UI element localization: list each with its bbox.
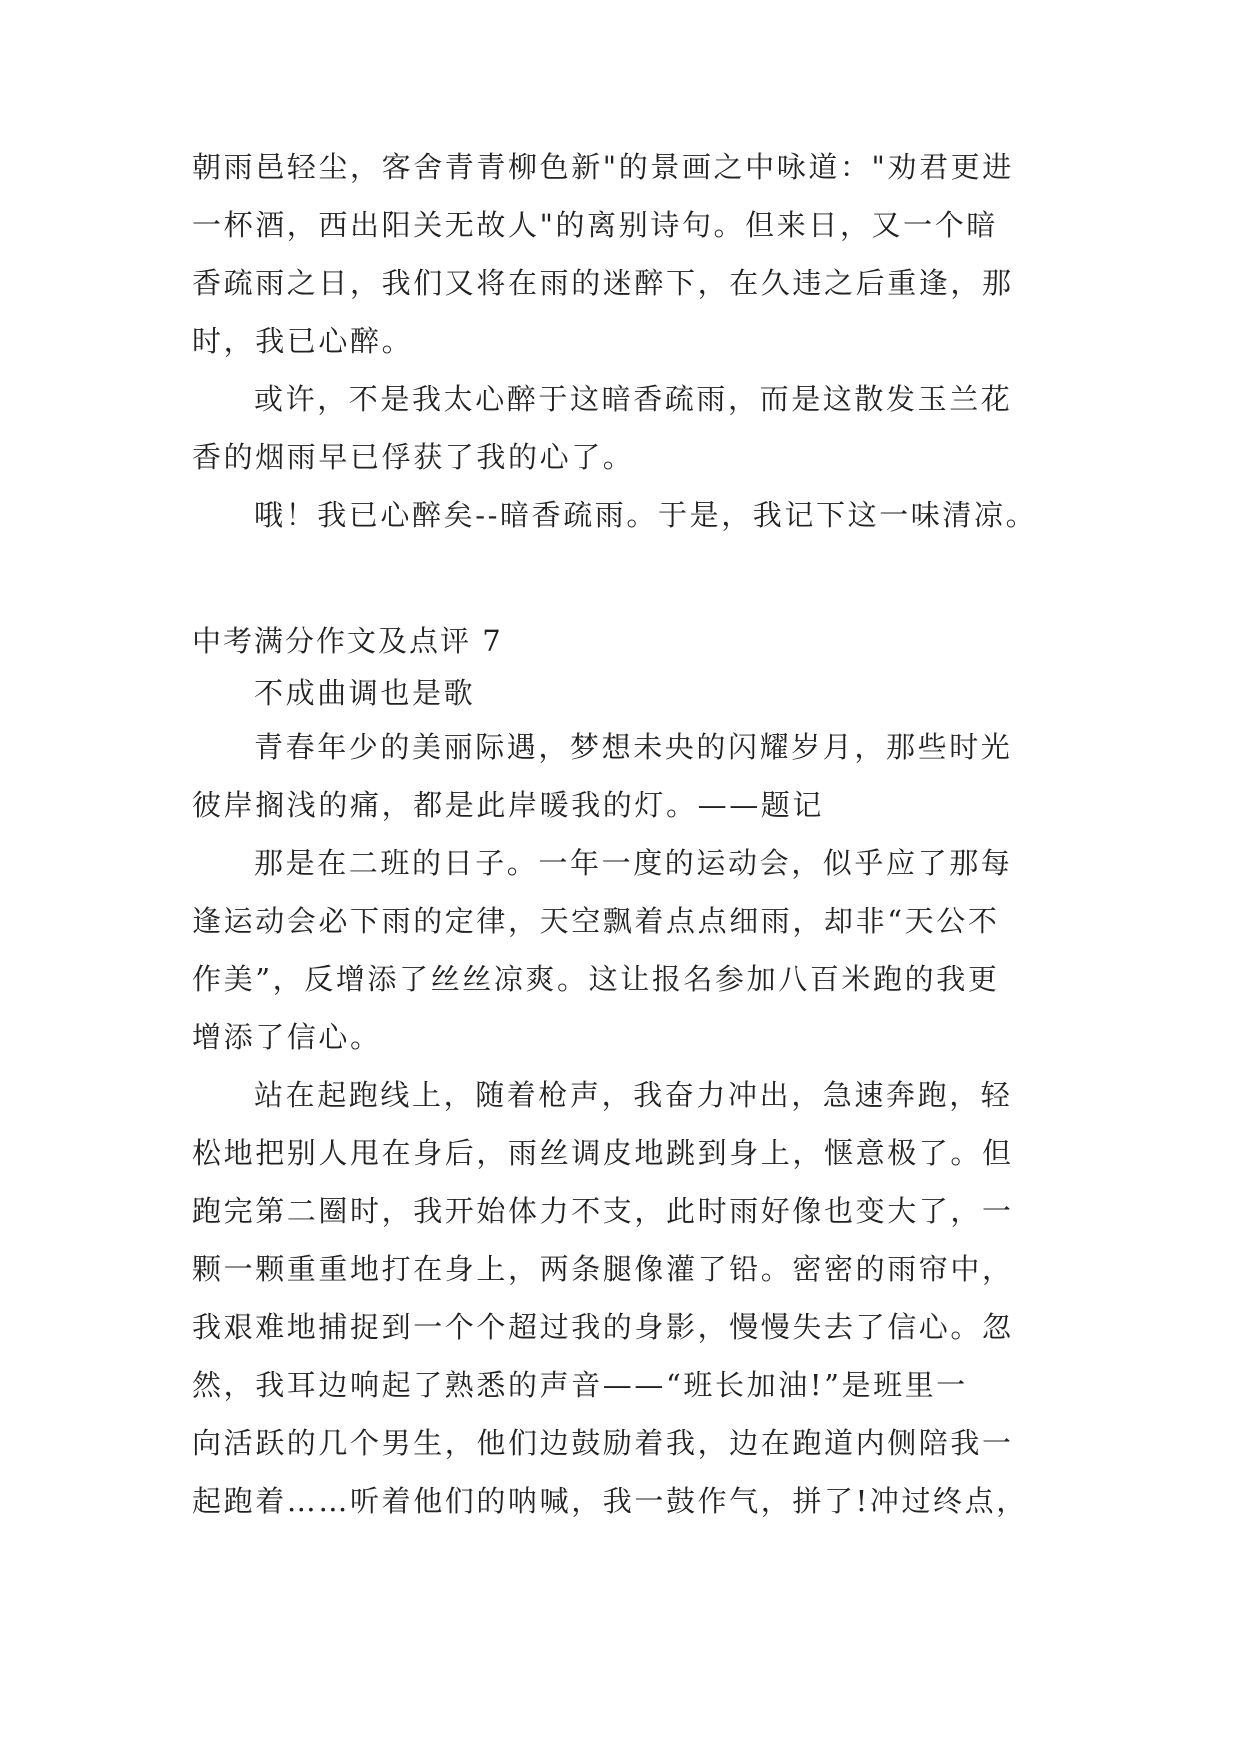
- text-line: 青春年少的美丽际遇，梦想未央的闪耀岁月，那些时光: [254, 730, 1013, 764]
- paragraph-prev-essay-end: [192, 138, 1052, 370]
- text-line: 起跑着……听着他们的呐喊，我一鼓作气，拼了!冲过终点，: [192, 1484, 1028, 1518]
- text-line: 朝雨邑轻尘，客舍青青柳色新"的景画之中咏道："劝君更进: [192, 150, 1014, 184]
- text-line: 增添了信心。: [192, 1020, 382, 1054]
- text-line: 颗一颗重重地打在身上，两条腿像灌了铅。密密的雨帘中，: [192, 1252, 1014, 1286]
- paragraph-closing: [192, 486, 1052, 544]
- paragraph-race: [192, 1066, 1052, 1530]
- text-line: 我艰难地捕捉到一个个超过我的身影，慢慢失去了信心。忽: [192, 1310, 1014, 1344]
- text-line: 站在起跑线上，随着枪声，我奋力冲出，急速奔跑，轻: [254, 1078, 1013, 1112]
- text-line: 香的烟雨早已俘获了我的心了。: [192, 440, 635, 474]
- text-line: 或许，不是我太心醉于这暗香疏雨，而是这散发玉兰花: [254, 382, 1013, 416]
- essay-title-block: [192, 664, 1052, 722]
- paragraph-perhaps: [192, 370, 1052, 486]
- text-line: 时，我已心醉。: [192, 324, 414, 358]
- section-heading: [192, 612, 1052, 670]
- text-line: 那是在二班的日子。一年一度的运动会，似乎应了那每: [254, 846, 1013, 880]
- text-line: 哦！我已心醉矣--暗香疏雨。于是，我记下这一味清凉。: [254, 498, 1038, 532]
- text-line: 彼岸搁浅的痛，都是此岸暖我的灯。——题记: [192, 788, 825, 822]
- paragraph-epigraph: [192, 718, 1052, 834]
- text-line: 香疏雨之日，我们又将在雨的迷醉下，在久违之后重逢，那: [192, 266, 1014, 300]
- text-line: 跑完第二圈时，我开始体力不支，此时雨好像也变大了，一: [192, 1194, 1014, 1228]
- text-line: 松地把别人甩在身后，雨丝调皮地跳到身上，惬意极了。但: [192, 1136, 1014, 1170]
- text-line: 然，我耳边响起了熟悉的声音——“班长加油!”是班里一: [192, 1368, 968, 1402]
- paragraph-sports-day: [192, 834, 1052, 1066]
- text-line: 向活跃的几个男生，他们边鼓励着我，边在跑道内侧陪我一: [192, 1426, 1014, 1460]
- text-line: 作美”，反增添了丝丝凉爽。这让报名参加八百米跑的我更: [192, 962, 1000, 996]
- text-line: 一杯酒，西出阳关无故人"的离别诗句。但来日，又一个暗: [192, 208, 998, 242]
- essay-title: 不成曲调也是歌: [254, 676, 476, 710]
- section-title: 中考满分作文及点评 7: [192, 624, 503, 658]
- text-line: 逢运动会必下雨的定律，天空飘着点点细雨，却非“天公不: [192, 904, 1000, 938]
